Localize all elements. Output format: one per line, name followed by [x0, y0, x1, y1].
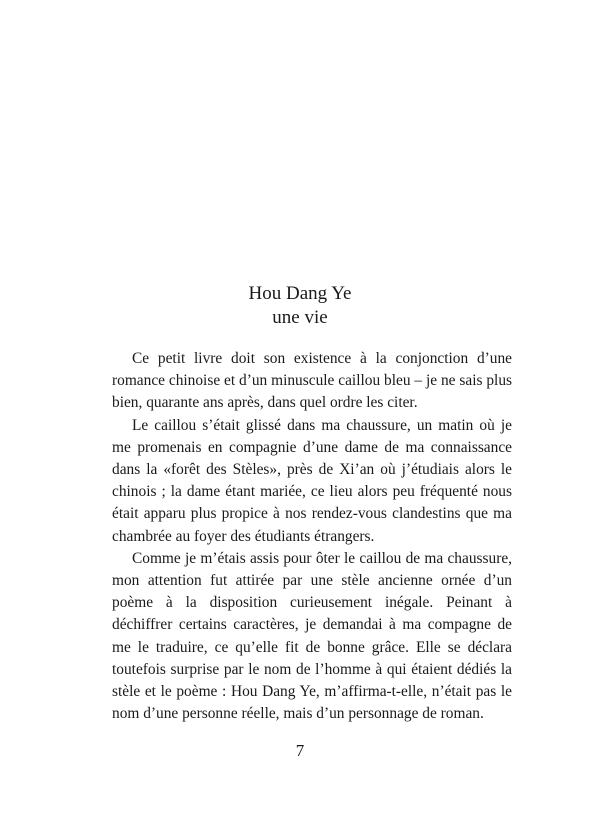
- page-number: 7: [295, 741, 305, 760]
- body-text: [112, 348, 512, 725]
- paragraph: Le caillou s’était glissé dans ma chaussure, un matin où je me promenais en compagnie d’une dame de ma connaissance dans la «forêt des Stèles», près de Xi’an où j’étudiais alors le chinois ; la dame étant mariée, ce lieu alors peu fréquenté nous était apparu plus propice à nos rendez-vous clandestins que ma chambrée au foyer des étudiants étrangers.: [112, 416, 512, 545]
- chapter-heading: [0, 282, 600, 330]
- paragraph: Comme je m’étais assis pour ôter le caillou de ma chaussure, mon attention fut attirée par une stèle ancienne ornée d’un poème à la disposition curieusement inégale. Peinant à déchiffrer certains caractères, je demandai à ma compagne de me le traduire, ce qu’elle fit de bonne grâce. Elle se déclara toutefois surprise par le nom de l’homme à qui étaient dédiés la stèle et le poème : Hou Dang Ye, m’affirma-t-elle, n’était pas le nom d’une personne réelle, mais d’un personnage de roman.: [112, 549, 512, 723]
- chapter-title: Hou Dang Ye: [248, 283, 352, 304]
- chapter-subtitle: une vie: [272, 307, 328, 328]
- paragraph: Ce petit livre doit son existence à la conjonction d’une romance chinoise et d’un minuscule caillou bleu – je ne sais plus bien, quarante ans après, dans quel ordre les citer.: [112, 350, 512, 412]
